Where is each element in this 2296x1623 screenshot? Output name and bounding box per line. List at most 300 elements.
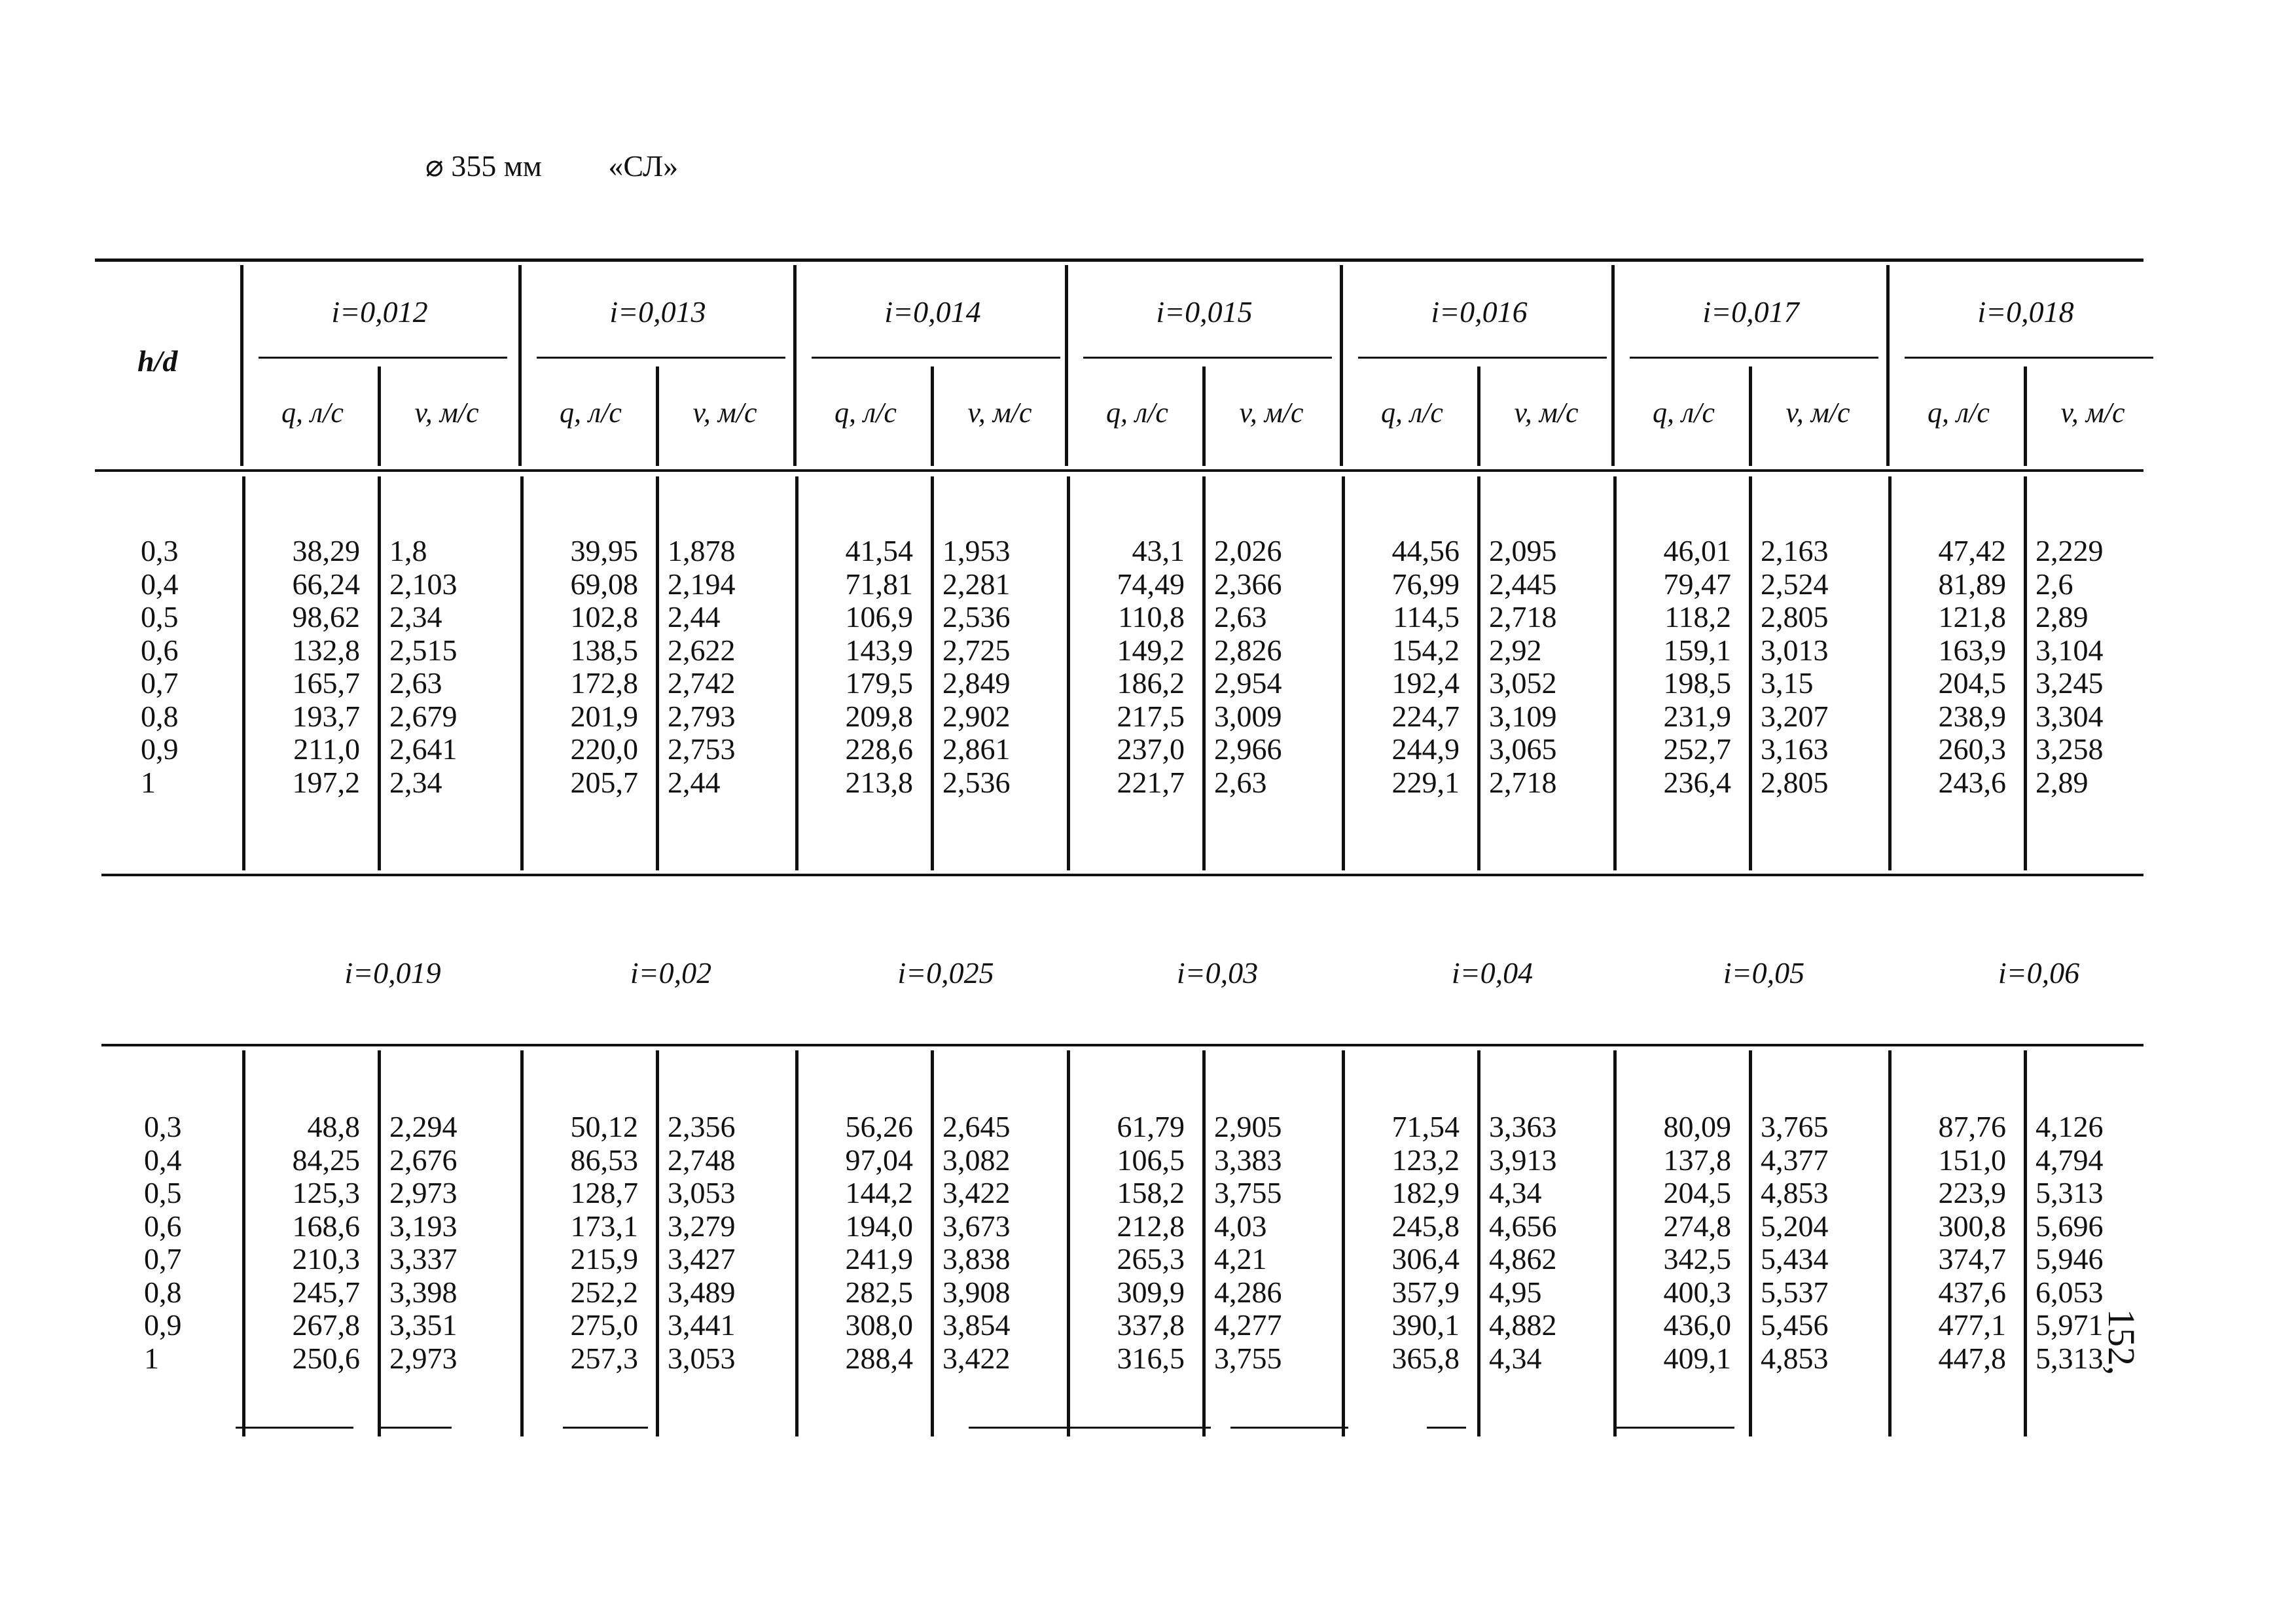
v-values-cell: 2,103 bbox=[389, 567, 457, 601]
v-values-cell: 5,313 bbox=[2036, 1176, 2104, 1209]
v-values-cell: 3,427 bbox=[668, 1242, 736, 1275]
q-values-column bbox=[1888, 535, 2006, 799]
v-values-cell: 2,6 bbox=[2036, 567, 2073, 601]
q-values-cell: 224,7 bbox=[1391, 699, 1460, 733]
q-values-cell: 172,8 bbox=[570, 666, 638, 700]
q-values-cell: 125,3 bbox=[292, 1176, 360, 1209]
q-values-cell: 342,5 bbox=[1663, 1242, 1731, 1275]
subheader-v: v, м/с bbox=[1239, 397, 1304, 429]
v-values-cell: 2,973 bbox=[389, 1176, 457, 1209]
q-values-column bbox=[1342, 535, 1460, 799]
q-values-cell: 186,2 bbox=[1117, 666, 1185, 700]
v-values-cell: 5,971 bbox=[2036, 1308, 2104, 1342]
q-values-cell: 41,54 bbox=[845, 534, 913, 567]
q-values-cell: 165,7 bbox=[292, 666, 360, 700]
hd-value: 0,8 bbox=[141, 699, 179, 733]
q-values-cell: 144,2 bbox=[845, 1176, 913, 1209]
v-values-cell: 1,8 bbox=[389, 534, 427, 567]
v-values-cell: 4,853 bbox=[1761, 1341, 1829, 1375]
v-values-cell: 3,383 bbox=[1214, 1143, 1282, 1177]
q-values-cell: 87,76 bbox=[1938, 1110, 2006, 1143]
qv-divider bbox=[2024, 476, 2027, 870]
q-values-cell: 132,8 bbox=[292, 633, 360, 667]
v-values-cell: 4,794 bbox=[2036, 1143, 2104, 1177]
v-values-cell: 3,351 bbox=[389, 1308, 457, 1342]
slope-header: i=0,017 bbox=[1702, 295, 1799, 329]
q-values-cell: 66,24 bbox=[292, 567, 360, 601]
qv-divider bbox=[1749, 1050, 1752, 1436]
q-values-cell: 252,7 bbox=[1663, 732, 1731, 766]
v-values-cell: 3,013 bbox=[1761, 633, 1829, 667]
subheader-v: v, м/с bbox=[967, 397, 1032, 429]
v-values-column bbox=[668, 1111, 785, 1375]
v-values-cell: 2,966 bbox=[1214, 732, 1282, 766]
v-values-cell: 2,515 bbox=[389, 633, 457, 667]
q-values-cell: 106,5 bbox=[1117, 1143, 1185, 1177]
v-values-cell: 5,456 bbox=[1761, 1308, 1829, 1342]
q-values-column bbox=[242, 1111, 360, 1375]
q-values-cell: 241,9 bbox=[845, 1242, 913, 1275]
q-values-cell: 267,8 bbox=[292, 1308, 360, 1342]
q-values-cell: 84,25 bbox=[292, 1143, 360, 1177]
q-values-cell: 288,4 bbox=[845, 1341, 913, 1375]
q-values-cell: 76,99 bbox=[1391, 567, 1460, 601]
q-values-cell: 38,29 bbox=[292, 534, 360, 567]
slope-header: i=0,012 bbox=[331, 295, 428, 329]
v-values-cell: 5,946 bbox=[2036, 1242, 2104, 1275]
v-values-cell: 3,489 bbox=[668, 1275, 736, 1309]
q-values-cell: 143,9 bbox=[845, 633, 913, 667]
v-values-cell: 4,656 bbox=[1489, 1209, 1557, 1243]
v-values-cell: 3,082 bbox=[942, 1143, 1011, 1177]
v-values-cell: 3,854 bbox=[942, 1308, 1011, 1342]
q-values-cell: 231,9 bbox=[1663, 699, 1731, 733]
slope-header-underline bbox=[1083, 357, 1332, 359]
v-values-cell: 4,277 bbox=[1214, 1308, 1282, 1342]
v-values-cell: 2,92 bbox=[1489, 633, 1542, 667]
table-title bbox=[425, 148, 737, 183]
q-values-cell: 128,7 bbox=[570, 1176, 638, 1209]
q-values-cell: 243,6 bbox=[1938, 765, 2006, 799]
hd-values-top bbox=[141, 535, 179, 799]
q-values-cell: 365,8 bbox=[1391, 1341, 1460, 1375]
q-values-cell: 159,1 bbox=[1663, 633, 1731, 667]
v-values-cell: 4,126 bbox=[2036, 1110, 2104, 1143]
v-values-cell: 2,718 bbox=[1489, 765, 1557, 799]
q-values-cell: 390,1 bbox=[1391, 1308, 1460, 1342]
q-values-cell: 118,2 bbox=[1664, 600, 1731, 633]
subheader-q: q, л/с bbox=[560, 397, 622, 429]
v-values-cell: 2,536 bbox=[942, 765, 1011, 799]
v-values-cell: 4,853 bbox=[1761, 1176, 1829, 1209]
slope-header: i=0,02 bbox=[630, 956, 712, 990]
v-values-cell: 2,645 bbox=[942, 1110, 1011, 1143]
v-values-cell: 3,673 bbox=[942, 1209, 1011, 1243]
group-separator bbox=[1886, 265, 1890, 466]
q-values-cell: 114,5 bbox=[1393, 600, 1460, 633]
v-values-cell: 3,053 bbox=[668, 1341, 736, 1375]
q-values-column bbox=[1067, 535, 1185, 799]
bottom-table-rule-segment bbox=[380, 1427, 452, 1429]
v-values-cell: 3,398 bbox=[389, 1275, 457, 1309]
q-values-column bbox=[242, 535, 360, 799]
v-values-cell: 2,718 bbox=[1489, 600, 1557, 633]
subheader-v: v, м/с bbox=[1514, 397, 1579, 429]
v-values-column bbox=[1489, 535, 1607, 799]
qv-divider bbox=[1202, 1050, 1206, 1436]
hd-value: 0,6 bbox=[141, 633, 179, 667]
q-values-cell: 245,7 bbox=[292, 1275, 360, 1309]
v-values-cell: 3,304 bbox=[2036, 699, 2104, 733]
q-values-cell: 300,8 bbox=[1938, 1209, 2006, 1243]
q-values-cell: 69,08 bbox=[570, 567, 638, 601]
top-table-rule bbox=[95, 259, 2144, 262]
v-values-cell: 2,805 bbox=[1761, 765, 1829, 799]
q-values-cell: 79,47 bbox=[1663, 567, 1731, 601]
hd-value: 0,6 bbox=[144, 1209, 182, 1243]
v-values-cell: 3,104 bbox=[2036, 633, 2104, 667]
v-values-cell: 3,838 bbox=[942, 1242, 1011, 1275]
v-values-cell: 3,755 bbox=[1214, 1341, 1282, 1375]
subheader-divider bbox=[656, 366, 659, 466]
subheader-divider bbox=[2024, 366, 2027, 466]
q-values-cell: 308,0 bbox=[845, 1308, 913, 1342]
q-values-cell: 477,1 bbox=[1938, 1308, 2006, 1342]
hd-value: 0,7 bbox=[141, 666, 179, 700]
qv-divider bbox=[1202, 476, 1206, 870]
slope-header: i=0,06 bbox=[1998, 956, 2080, 990]
q-values-cell: 179,5 bbox=[845, 666, 913, 700]
q-values-cell: 168,6 bbox=[292, 1209, 360, 1243]
v-values-cell: 2,194 bbox=[668, 567, 736, 601]
v-values-cell: 3,15 bbox=[1761, 666, 1814, 700]
bottom-table-rule-segment bbox=[1230, 1427, 1348, 1429]
qv-divider bbox=[656, 1050, 659, 1436]
v-values-cell: 2,742 bbox=[668, 666, 736, 700]
v-values-cell: 3,163 bbox=[1761, 732, 1829, 766]
q-values-column bbox=[1342, 1111, 1460, 1375]
q-values-cell: 39,95 bbox=[570, 534, 638, 567]
q-values-cell: 71,81 bbox=[845, 567, 913, 601]
q-values-cell: 173,1 bbox=[570, 1209, 638, 1243]
q-values-cell: 337,8 bbox=[1117, 1308, 1185, 1342]
q-values-column bbox=[795, 1111, 913, 1375]
subheader-v: v, м/с bbox=[1785, 397, 1850, 429]
bottom-table-rule-segment bbox=[1617, 1427, 1734, 1429]
q-values-cell: 46,01 bbox=[1663, 534, 1731, 567]
v-values-cell: 3,363 bbox=[1489, 1110, 1557, 1143]
q-values-cell: 154,2 bbox=[1391, 633, 1460, 667]
v-values-cell: 3,337 bbox=[389, 1242, 457, 1275]
q-values-cell: 238,9 bbox=[1938, 699, 2006, 733]
v-values-column bbox=[942, 535, 1060, 799]
q-values-cell: 44,56 bbox=[1391, 534, 1460, 567]
q-values-cell: 138,5 bbox=[570, 633, 638, 667]
v-values-cell: 1,878 bbox=[668, 534, 736, 567]
v-values-cell: 2,622 bbox=[668, 633, 736, 667]
q-values-cell: 257,3 bbox=[570, 1341, 638, 1375]
pipe-diameter: ⌀ 355 мм bbox=[425, 149, 542, 183]
q-values-cell: 48,8 bbox=[307, 1110, 360, 1143]
q-values-cell: 282,5 bbox=[845, 1275, 913, 1309]
v-values-cell: 3,279 bbox=[668, 1209, 736, 1243]
v-values-cell: 2,026 bbox=[1214, 534, 1282, 567]
qv-divider bbox=[931, 476, 934, 870]
q-values-cell: 211,0 bbox=[293, 732, 360, 766]
v-values-cell: 4,03 bbox=[1214, 1209, 1267, 1243]
subheader-divider bbox=[378, 366, 381, 466]
q-values-cell: 306,4 bbox=[1391, 1242, 1460, 1275]
v-values-cell: 1,953 bbox=[942, 534, 1011, 567]
top-table-bottom-rule bbox=[101, 874, 2144, 876]
q-values-cell: 106,9 bbox=[845, 600, 913, 633]
v-values-cell: 2,849 bbox=[942, 666, 1011, 700]
q-values-cell: 71,54 bbox=[1391, 1110, 1460, 1143]
v-values-cell: 6,053 bbox=[2036, 1275, 2104, 1309]
q-values-cell: 47,42 bbox=[1938, 534, 2006, 567]
hd-value: 0,9 bbox=[141, 732, 179, 766]
slope-header-underline bbox=[259, 357, 507, 359]
v-values-cell: 3,109 bbox=[1489, 699, 1557, 733]
q-values-cell: 97,04 bbox=[845, 1143, 913, 1177]
slope-header: i=0,03 bbox=[1176, 956, 1259, 990]
q-values-cell: 204,5 bbox=[1663, 1176, 1731, 1209]
subheader-divider bbox=[1202, 366, 1206, 466]
v-values-cell: 2,753 bbox=[668, 732, 736, 766]
hd-value: 0,8 bbox=[144, 1275, 182, 1309]
v-values-cell: 5,434 bbox=[1761, 1242, 1829, 1275]
v-values-cell: 2,63 bbox=[1214, 600, 1267, 633]
slope-header: i=0,015 bbox=[1156, 295, 1253, 329]
q-values-cell: 228,6 bbox=[845, 732, 913, 766]
v-values-cell: 2,861 bbox=[942, 732, 1011, 766]
q-values-cell: 80,09 bbox=[1663, 1110, 1731, 1143]
q-values-cell: 123,2 bbox=[1391, 1143, 1460, 1177]
q-values-cell: 205,7 bbox=[570, 765, 638, 799]
slope-header-underline bbox=[1905, 357, 2153, 359]
group-separator bbox=[793, 265, 797, 466]
v-values-column bbox=[389, 1111, 507, 1375]
q-values-cell: 163,9 bbox=[1938, 633, 2006, 667]
v-values-column bbox=[1489, 1111, 1607, 1375]
slope-header: i=0,05 bbox=[1723, 956, 1805, 990]
slope-header-underline bbox=[1630, 357, 1878, 359]
q-values-cell: 43,1 bbox=[1132, 534, 1185, 567]
v-values-cell: 3,207 bbox=[1761, 699, 1829, 733]
q-values-cell: 151,0 bbox=[1938, 1143, 2006, 1177]
q-values-cell: 275,0 bbox=[570, 1308, 638, 1342]
slope-header-underline bbox=[1358, 357, 1607, 359]
q-values-cell: 137,8 bbox=[1663, 1143, 1731, 1177]
hd-value: 0,9 bbox=[144, 1308, 182, 1342]
v-values-cell: 2,163 bbox=[1761, 534, 1829, 567]
q-values-cell: 50,12 bbox=[570, 1110, 638, 1143]
q-values-cell: 215,9 bbox=[570, 1242, 638, 1275]
v-values-column bbox=[2036, 535, 2153, 799]
q-values-column bbox=[1613, 1111, 1731, 1375]
qv-divider bbox=[378, 1050, 381, 1436]
v-values-column bbox=[1214, 1111, 1332, 1375]
v-values-cell: 2,536 bbox=[942, 600, 1011, 633]
v-values-cell: 4,34 bbox=[1489, 1341, 1542, 1375]
qv-divider bbox=[931, 1050, 934, 1436]
q-values-column bbox=[520, 535, 638, 799]
v-values-cell: 3,053 bbox=[668, 1176, 736, 1209]
q-values-cell: 74,49 bbox=[1117, 567, 1185, 601]
v-values-cell: 3,755 bbox=[1214, 1176, 1282, 1209]
q-values-cell: 158,2 bbox=[1117, 1176, 1185, 1209]
v-values-cell: 3,908 bbox=[942, 1275, 1011, 1309]
q-values-cell: 374,7 bbox=[1938, 1242, 2006, 1275]
subheader-v: v, м/с bbox=[414, 397, 479, 429]
v-values-cell: 2,954 bbox=[1214, 666, 1282, 700]
hd-value: 1 bbox=[144, 1341, 159, 1375]
v-values-column bbox=[668, 535, 785, 799]
q-values-cell: 357,9 bbox=[1391, 1275, 1460, 1309]
v-values-cell: 2,63 bbox=[389, 666, 442, 700]
q-values-cell: 400,3 bbox=[1663, 1275, 1731, 1309]
group-separator bbox=[240, 265, 243, 466]
q-values-cell: 250,6 bbox=[292, 1341, 360, 1375]
group-separator bbox=[518, 265, 522, 466]
page-number: 152, bbox=[2100, 1309, 2143, 1376]
hd-value: 0,4 bbox=[141, 567, 179, 601]
qv-divider bbox=[1477, 1050, 1480, 1436]
v-values-cell: 3,065 bbox=[1489, 732, 1557, 766]
q-values-cell: 223,9 bbox=[1938, 1176, 2006, 1209]
v-values-cell: 2,445 bbox=[1489, 567, 1557, 601]
q-values-column bbox=[1888, 1111, 2006, 1375]
q-values-cell: 193,7 bbox=[292, 699, 360, 733]
v-values-cell: 2,905 bbox=[1214, 1110, 1282, 1143]
q-values-cell: 192,4 bbox=[1391, 666, 1460, 700]
q-values-cell: 236,4 bbox=[1663, 765, 1731, 799]
q-values-cell: 437,6 bbox=[1938, 1275, 2006, 1309]
q-values-column bbox=[795, 535, 913, 799]
v-values-cell: 2,095 bbox=[1489, 534, 1557, 567]
bottom-table-rule-segment bbox=[236, 1427, 353, 1429]
qv-divider bbox=[656, 476, 659, 870]
qv-divider bbox=[1477, 476, 1480, 870]
v-values-cell: 4,862 bbox=[1489, 1242, 1557, 1275]
top-header-rule bbox=[95, 469, 2144, 472]
subheader-q: q, л/с bbox=[1928, 397, 1990, 429]
slope-header-underline bbox=[812, 357, 1060, 359]
q-values-cell: 149,2 bbox=[1117, 633, 1185, 667]
v-values-cell: 3,913 bbox=[1489, 1143, 1557, 1177]
subheader-q: q, л/с bbox=[1381, 397, 1443, 429]
slope-header: i=0,019 bbox=[344, 956, 441, 990]
subheader-q: q, л/с bbox=[834, 397, 897, 429]
v-values-column bbox=[1214, 535, 1332, 799]
slope-header: i=0,013 bbox=[609, 295, 706, 329]
q-values-column bbox=[1067, 1111, 1185, 1375]
v-values-cell: 2,44 bbox=[668, 600, 721, 633]
q-values-cell: 436,0 bbox=[1663, 1308, 1731, 1342]
hd-value: 0,7 bbox=[144, 1242, 182, 1275]
q-values-cell: 220,0 bbox=[570, 732, 638, 766]
v-values-cell: 4,95 bbox=[1489, 1275, 1542, 1309]
q-values-cell: 213,8 bbox=[845, 765, 913, 799]
v-values-cell: 2,524 bbox=[1761, 567, 1829, 601]
v-values-cell: 2,366 bbox=[1214, 567, 1282, 601]
q-values-cell: 210,3 bbox=[292, 1242, 360, 1275]
q-values-cell: 212,8 bbox=[1117, 1209, 1185, 1243]
slope-header: i=0,025 bbox=[897, 956, 994, 990]
v-values-cell: 2,356 bbox=[668, 1110, 736, 1143]
q-values-cell: 61,79 bbox=[1117, 1110, 1185, 1143]
q-values-cell: 217,5 bbox=[1117, 699, 1185, 733]
v-values-cell: 2,973 bbox=[389, 1341, 457, 1375]
v-values-cell: 2,89 bbox=[2036, 765, 2089, 799]
subheader-divider bbox=[1477, 366, 1480, 466]
v-values-cell: 2,679 bbox=[389, 699, 457, 733]
q-values-cell: 237,0 bbox=[1117, 732, 1185, 766]
q-values-cell: 102,8 bbox=[570, 600, 638, 633]
q-values-cell: 274,8 bbox=[1663, 1209, 1731, 1243]
q-values-cell: 309,9 bbox=[1117, 1275, 1185, 1309]
q-values-cell: 447,8 bbox=[1938, 1341, 2006, 1375]
q-values-cell: 86,53 bbox=[570, 1143, 638, 1177]
v-values-cell: 4,377 bbox=[1761, 1143, 1829, 1177]
column-header-hd: h/d bbox=[137, 344, 178, 378]
q-values-cell: 121,8 bbox=[1938, 600, 2006, 633]
hd-value: 0,4 bbox=[144, 1143, 182, 1177]
v-values-cell: 5,537 bbox=[1761, 1275, 1829, 1309]
subheader-divider bbox=[931, 366, 934, 466]
v-values-column bbox=[389, 535, 507, 799]
v-values-cell: 2,902 bbox=[942, 699, 1011, 733]
v-values-cell: 3,765 bbox=[1761, 1110, 1829, 1143]
v-values-cell: 2,63 bbox=[1214, 765, 1267, 799]
v-values-cell: 4,882 bbox=[1489, 1308, 1557, 1342]
v-values-cell: 2,281 bbox=[942, 567, 1011, 601]
q-values-cell: 204,5 bbox=[1938, 666, 2006, 700]
slope-header: i=0,016 bbox=[1431, 295, 1528, 329]
v-values-cell: 4,21 bbox=[1214, 1242, 1267, 1275]
q-values-cell: 229,1 bbox=[1391, 765, 1460, 799]
v-values-cell: 3,422 bbox=[942, 1341, 1011, 1375]
v-values-cell: 5,204 bbox=[1761, 1209, 1829, 1243]
v-values-column bbox=[1761, 535, 1878, 799]
v-values-column bbox=[1761, 1111, 1878, 1375]
q-values-cell: 260,3 bbox=[1938, 732, 2006, 766]
v-values-cell: 2,805 bbox=[1761, 600, 1829, 633]
v-values-cell: 5,696 bbox=[2036, 1209, 2104, 1243]
v-values-cell: 3,422 bbox=[942, 1176, 1011, 1209]
hd-value: 0,5 bbox=[144, 1176, 182, 1209]
slope-header: i=0,04 bbox=[1451, 956, 1534, 990]
v-values-cell: 2,793 bbox=[668, 699, 736, 733]
v-values-cell: 2,89 bbox=[2036, 600, 2089, 633]
q-values-cell: 265,3 bbox=[1117, 1242, 1185, 1275]
v-values-cell: 3,193 bbox=[389, 1209, 457, 1243]
v-values-cell: 3,258 bbox=[2036, 732, 2104, 766]
v-values-cell: 4,34 bbox=[1489, 1176, 1542, 1209]
q-values-cell: 244,9 bbox=[1391, 732, 1460, 766]
slope-header-underline bbox=[537, 357, 785, 359]
q-values-cell: 201,9 bbox=[570, 699, 638, 733]
hd-values-bottom bbox=[144, 1111, 182, 1375]
q-values-cell: 316,5 bbox=[1117, 1341, 1185, 1375]
qv-divider bbox=[1749, 476, 1752, 870]
q-values-column bbox=[1613, 535, 1731, 799]
hd-value: 0,3 bbox=[141, 534, 179, 567]
q-values-cell: 245,8 bbox=[1391, 1209, 1460, 1243]
v-values-cell: 4,286 bbox=[1214, 1275, 1282, 1309]
bottom-table-rule-segment bbox=[969, 1427, 1086, 1429]
v-values-cell: 2,725 bbox=[942, 633, 1011, 667]
